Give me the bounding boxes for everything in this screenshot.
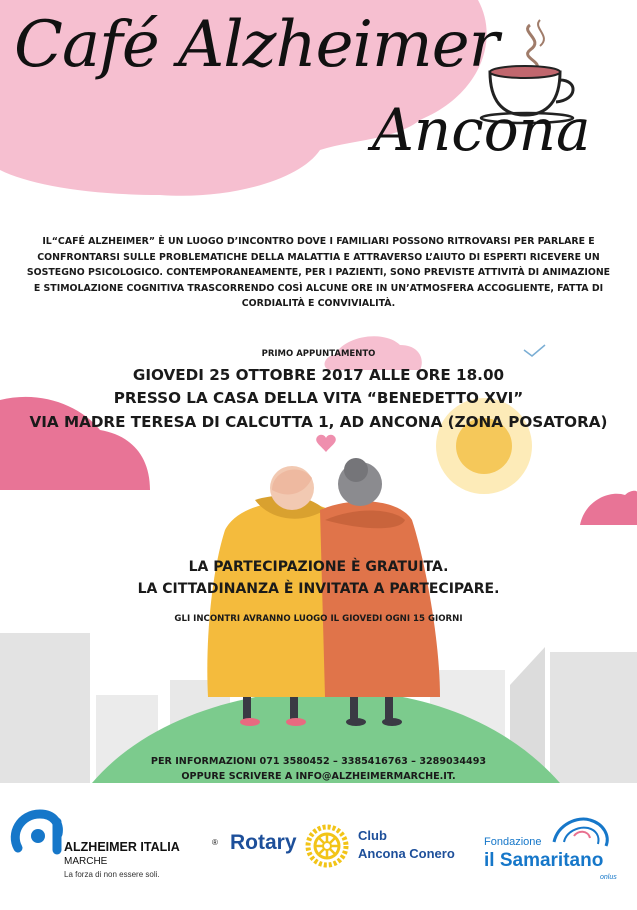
rotary-wheel-icon [305,824,349,868]
right-cloud [580,491,637,525]
page-subtitle: Ancona [372,96,591,164]
meeting-frequency: GLI INCONTRI AVRANNO LUOGO IL GIOVEDI OGNI 15 GIORNI [174,614,463,624]
alzheimer-logo-mark: ® [212,838,218,847]
heart [316,435,336,452]
alzheimer-logo-icon [10,808,68,856]
event-address: VIA MADRE TERESA DI CALCUTTA 1, AD ANCONA (ZONA POSATORA) [29,413,608,431]
intro-text: IL“CAFÉ ALZHEIMER” È UN LUOGO D’INCONTRO DOVE I FAMILIARI POSSONO RITROVARSI PER PARLARE E CONFRONTARSI SULLE PROBLEMATICHE DELLA MALATTIA E ATTRAVERSO L’AIUTO DI ESPERTI RICEVERE UN SOSTEGNO PSICOLOGICO. CONTEMPORANEAMENTE, PER I PAZIENTI, SONO PREVISTE ATTIVITÀ DI ANIMAZIONE E STIMOLAZIONE COGNITIVA TRASCORRENDO COSÌ ALCUNE ORE IN UN’ATMOSFERA ACCOGLIENTE, FATTA DI CORDIALITÀ E CONVIVIALITÀ. [26,236,611,309]
samaritano-prefix: Fondazione [484,836,542,848]
alzheimer-italia-logo [10,808,230,888]
event-label: PRIMO APPUNTAMENTO [261,349,376,359]
samaritano-suffix: onlus [600,874,617,881]
left-cloud [0,397,150,490]
event-venue: PRESSO LA CASA DELLA VITA “BENEDETTO XVI” [113,389,524,407]
rotary-logo-name: Rotary [230,831,297,854]
rotary-club-name: Ancona Conero [358,846,455,861]
alzheimer-logo-tagline: La forza di non essere soli. [64,870,160,879]
citizens-invited: LA CITTADINANZA È INVITATA A PARTECIPARE. [137,581,500,597]
alzheimer-logo-name: ALZHEIMER ITALIA [64,840,180,854]
contact-phones: PER INFORMAZIONI 071 3580452 – 3385416763 – 3289034493 [150,756,487,767]
rotary-club-label: Club [358,828,387,843]
samaritano-name: il Samaritano [484,850,604,871]
event-date: GIOVEDI 25 OTTOBRE 2017 ALLE ORE 18.00 [132,366,505,384]
samaritano-logo [478,812,633,892]
contact-email: OPPURE SCRIVERE A INFO@ALZHEIMERMARCHE.IT. [181,771,456,782]
rotary-logo [230,822,460,872]
samaritano-hands-icon [548,812,614,850]
alzheimer-logo-region: MARCHE [64,856,108,867]
page-title: Café Alzheimer [14,8,499,82]
free-participation: LA PARTECIPAZIONE È GRATUITA. [188,559,449,575]
